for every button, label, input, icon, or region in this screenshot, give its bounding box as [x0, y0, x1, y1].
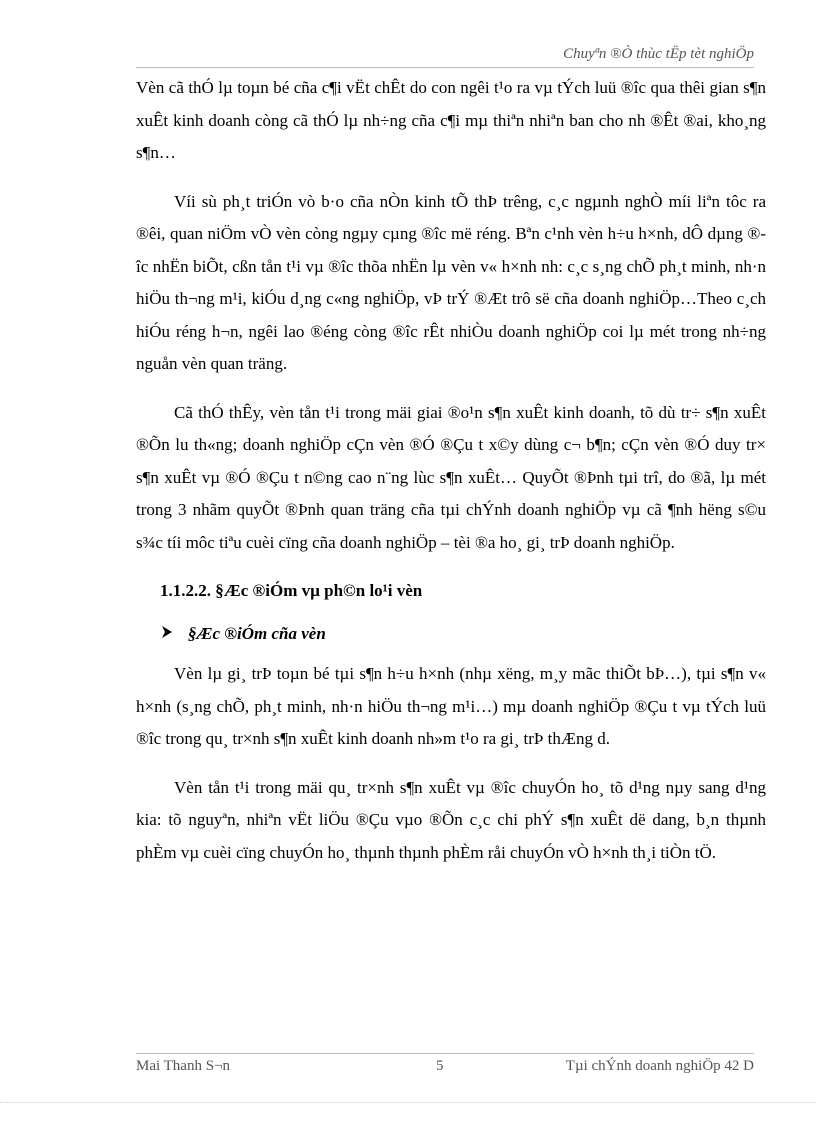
section-heading: 1.1.2.2. §Æc ®iÓm vµ ph©n lo¹i vèn: [160, 581, 423, 600]
paragraph: Cã thÓ thÊy, vèn tån t¹i trong mäi giai ®o¹n s¶n xuÊt kinh doanh, tõ dù tr÷ s¶n xuÊt ®Õn lu th«ng; doanh nghiÖp cÇn vèn ®Ó ®Çu t x©y dùng c¬ b¶n; cÇn vèn ®Ó duy tr× s¶n xuÊt vµ ®Ó ®Çu t n©ng cao n¨ng lùc s¶n xuÊt… QuyÕt ®Þnh tµi trî, do ®ã, lµ mét trong 3 nhãm quyÕt ®Þnh quan träng cña tµi chÝnh doanh nghiÖp vµ cã ¶nh hëng s©u s¾c tíi môc tiªu cuèi cïng cña doanh nghiÖp – tèi ®a ho¸ gi¸ trÞ doanh nghiÖp.: [136, 402, 766, 552]
paragraph: Vèn lµ gi¸ trÞ toµn bé tµi s¶n h÷u h×nh (nhµ xëng, m¸y mãc thiÕt bÞ…), tµi s¶n v« h×nh (s¸ng chÕ, ph¸t minh, nh·n hiÖu th¬ng m¹i…) mµ doanh nghiÖp ®Çu t vµ tÝch luü ®îc trong qu¸ tr×nh s¶n xuÊt kinh doanh nh»m t¹o ra gi¸ trÞ thÆng d.: [136, 664, 766, 748]
page-number: 5: [436, 1058, 444, 1074]
footer-class: Tµi chÝnh doanh nghiÖp 42 D: [565, 1058, 754, 1074]
header-title: Chuyªn ®Ò thùc tËp tèt nghiÖp: [563, 46, 754, 62]
bullet-heading-text: §Æc ®iÓm cña vèn: [188, 623, 326, 643]
page-header: [136, 46, 754, 68]
page-footer: [136, 1058, 754, 1080]
footer-author: Mai Thanh S¬n: [136, 1058, 231, 1074]
arrow-bullet-icon: [160, 618, 188, 651]
paragraph: Vèn tån t¹i trong mäi qu¸ tr×nh s¶n xuÊt vµ ®îc chuyÓn ho¸ tõ d¹ng nµy sang d¹ng kia: tõ nguyªn, nhiªn vËt liÖu ®Çu vµo ®Õn c¸c chi phÝ s¶n xuÊt dë dang, b¸n thµnh phÈm vµ cuèi cïng chuyÓn ho¸ thµnh thµnh phÈm råi chuyÓn vÒ h×nh th¸i tiÒn tÖ.: [136, 777, 766, 862]
paragraph: Víi sù ph¸t triÓn vò b·o cña nÒn kinh tÕ thÞ trêng, c¸c ngµnh nghÒ míi liªn tôc ra ®êi, quan niÖm vÒ vèn còng ngµy cµng ®îc më réng. Bªn c¹nh vèn h÷u h×nh, dÔ dµng ®îc nhËn biÕt, cßn tån t¹i vµ ®îc thõa nhËn lµ vèn v« h×nh nh: c¸c s¸ng chÕ ph¸t minh, nh·n hiÖu th¬ng m¹i, kiÓu d¸ng c«ng nghiÖp, vÞ trÝ ®Æt trô së cña doanh nghiÖp…Theo c¸ch hiÓu réng h¬n, ngêi lao ®éng còng ®îc rÊt nhiÒu doanh nghiÖp coi lµ mét trong nh÷ng nguån vèn quan träng.: [136, 191, 766, 373]
page-bottom-border: [0, 1102, 816, 1103]
footer-divider: [136, 1053, 754, 1054]
bullet-heading: [160, 618, 766, 651]
paragraph: Vèn cã thÓ lµ toµn bé cña c¶i vËt chÊt do con ngêi t¹o ra vµ tÝch luü ®îc qua thêi gian s¶n xuÊt kinh doanh còng cã thÓ lµ nh÷ng cña c¶i mµ thiªn nhiªn ban cho nh ®Êt ®ai, kho¸ng s¶n…: [136, 78, 766, 162]
document-body: [136, 72, 766, 885]
